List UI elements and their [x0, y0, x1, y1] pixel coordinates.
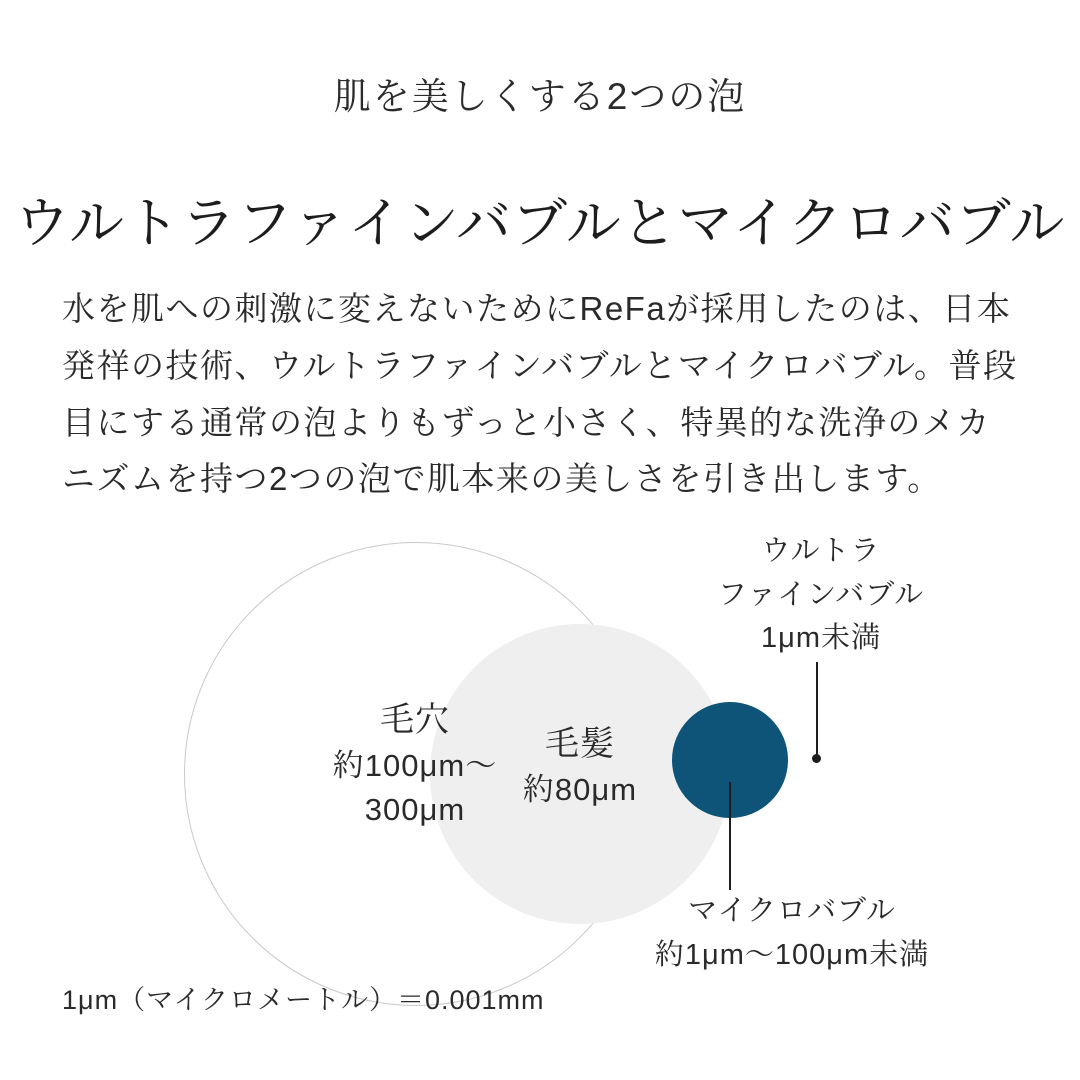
ultra-fine-bubble-label-line3: 1μm未満	[761, 622, 881, 654]
ultra-fine-bubble-label	[676, 530, 966, 661]
hair-label-name: 毛髪	[545, 725, 615, 763]
micro-bubble-label	[512, 890, 1072, 977]
hair-label	[440, 720, 720, 812]
pore-label-name: 毛穴	[380, 701, 450, 739]
bubble-size-diagram	[0, 520, 1080, 1080]
ultra-fine-bubble-leader-line	[816, 662, 818, 758]
ultra-fine-bubble-label-line1: ウルトラ	[761, 535, 881, 567]
pore-label-size-line2: 300μm	[364, 792, 466, 828]
page-title: ウルトラファインバブルとマイクロバブル	[14, 191, 1066, 254]
micro-bubble-leader-line	[729, 782, 731, 890]
hair-label-size: 約80μm	[522, 772, 638, 808]
unit-footnote: 1μm（マイクロメートル）＝0.001mm	[62, 985, 545, 1015]
micro-bubble-label-line1: マイクロバブル	[688, 895, 896, 927]
body-paragraph: 水を肌への刺激に変えないためにReFaが採用したのは、日本発祥の技術、ウルトラファインバブルとマイクロバブル。普段目にする通常の泡よりもずっと小さく、特異的な洗浄のメカニズムを持つ2つの泡で肌本来の美しさを引き出します。	[62, 290, 1018, 498]
micro-bubble-label-line2: 約1μm〜100μm未満	[654, 938, 930, 971]
eyebrow-text: 肌を美しくする2つの泡	[333, 76, 747, 117]
pore-label-size-line1: 約100μm〜	[332, 748, 498, 784]
ultra-fine-bubble-label-line2: ファインバブル	[717, 578, 925, 611]
